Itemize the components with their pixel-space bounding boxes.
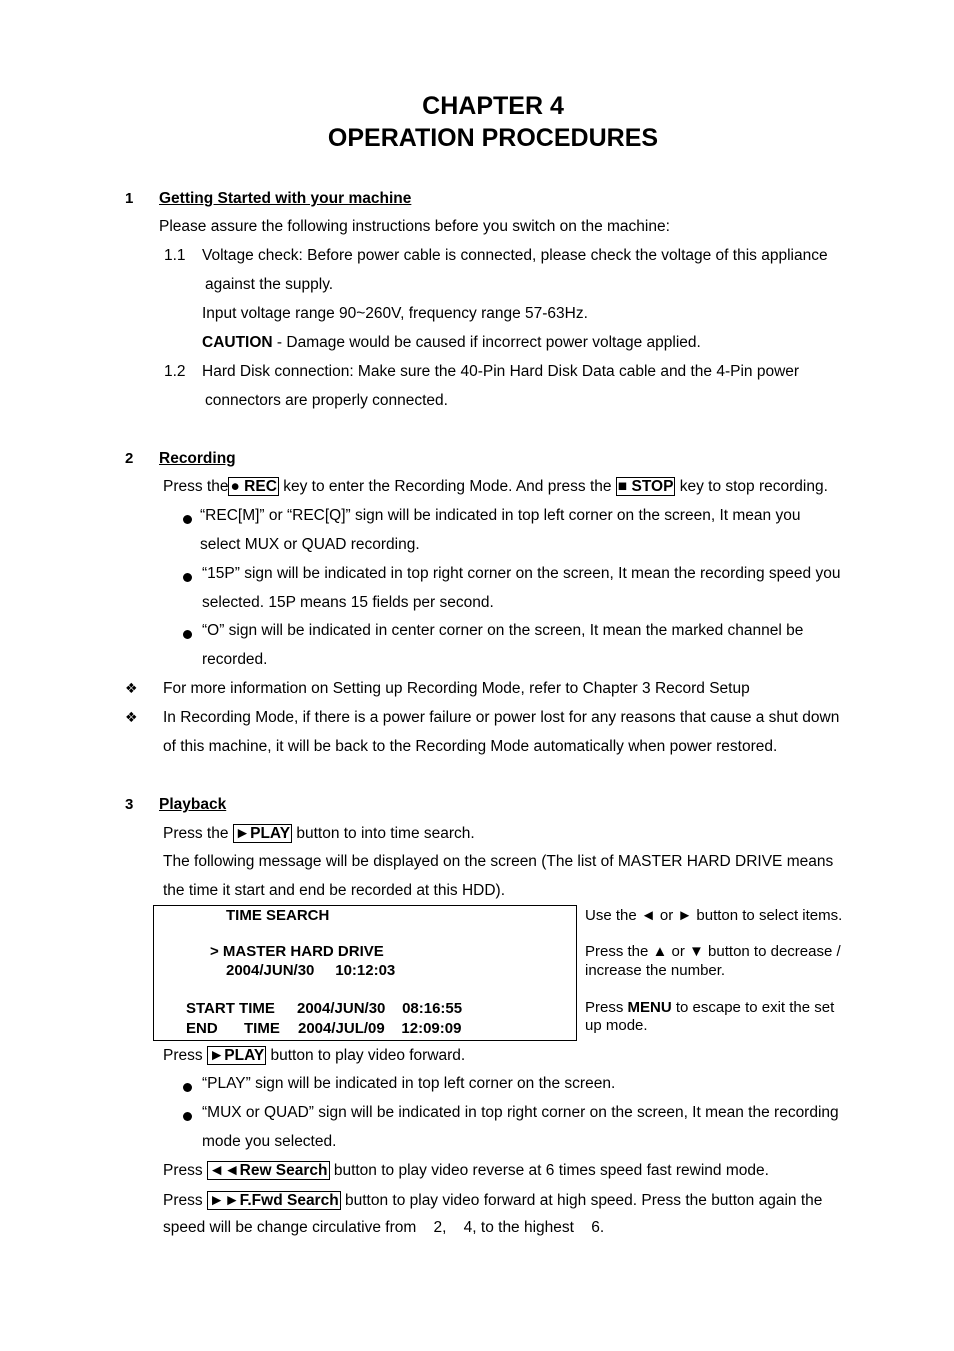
play-forward-instruction (163, 1046, 465, 1065)
text: button to play video reverse at 6 times speed fast rewind mode. (329, 1162, 769, 1179)
bullet-icon (183, 1079, 192, 1097)
ffwd-search-key (207, 1191, 341, 1210)
section-number: 1 (125, 190, 134, 207)
time-search-box (153, 905, 577, 1041)
play-triangle-icon: ► (234, 825, 251, 842)
ffwd-key-label: F.Fwd Search (239, 1192, 339, 1209)
caution-line (202, 334, 701, 352)
end-label: END (186, 1020, 218, 1037)
note-text: In Recording Mode, if there is a power failure or power lost for any reasons that cause a shut down (163, 709, 840, 726)
side-note: Use the ◄ or ► button to select items. (585, 907, 843, 924)
bullet-text: select MUX or QUAD recording. (200, 536, 420, 553)
text: Press (163, 1192, 207, 1209)
paragraph: the time it start and end be recorded at this HDD). (163, 882, 506, 899)
note-text: of this machine, it will be back to the Recording Mode automatically when power restored. (163, 738, 778, 755)
rew-search-key (207, 1161, 330, 1180)
bullet-text: “PLAY” sign will be indicated in top left corner on the screen. (202, 1075, 616, 1092)
text: to escape to exit the set (671, 999, 835, 1016)
stop-square-icon: ■ (617, 478, 628, 495)
rec-key (228, 477, 278, 496)
start-value: 2004/JUN/30 08:16:55 (297, 1000, 463, 1017)
paragraph: Hard Disk connection: Make sure the 40-Pin Hard Disk Data cable and the 4-Pin power (202, 363, 800, 380)
drive-name: > MASTER HARD DRIVE (210, 943, 384, 960)
section-heading: Playback (159, 796, 227, 813)
paragraph: against the supply. (205, 276, 334, 293)
text: Press the (163, 478, 229, 495)
rec-instruction (163, 477, 828, 496)
side-note (585, 999, 834, 1016)
section-heading: Getting Started with your machine (159, 190, 412, 207)
bullet-icon (183, 1108, 192, 1126)
bullet-text: selected. 15P means 15 fields per second. (202, 594, 494, 611)
menu-key-label: MENU (627, 999, 672, 1016)
paragraph: The following message will be displayed on the screen (The list of MASTER HARD DRIVE means (163, 853, 834, 870)
bullet-icon (183, 511, 192, 529)
text: Press (163, 1162, 207, 1179)
play-key-label: PLAY (250, 825, 291, 842)
text: key to stop recording. (675, 478, 828, 495)
start-label: START TIME (186, 1000, 275, 1017)
item-number: 1.1 (164, 247, 186, 264)
section-number: 2 (125, 450, 134, 467)
paragraph: Please assure the following instructions before you switch on the machine: (159, 218, 670, 235)
paragraph: Voltage check: Before power cable is connected, please check the voltage of this appliance (202, 247, 828, 264)
caution-text: - Damage would be caused if incorrect power voltage applied. (272, 334, 701, 351)
paragraph: speed will be change circulative from 2, 4, to the highest 6. (163, 1219, 605, 1236)
play-triangle-icon: ► (208, 1047, 225, 1064)
rewind-icon: ◄◄ (208, 1162, 240, 1179)
side-note: Press the ▲ or ▼ button to decrease / (585, 943, 841, 960)
box-title: TIME SEARCH (226, 907, 330, 924)
paragraph: connectors are properly connected. (205, 392, 448, 409)
caution-label: CAUTION (202, 334, 273, 351)
text: button to play video forward. (266, 1047, 466, 1064)
rew-key-label: Rew Search (239, 1162, 328, 1179)
rew-instruction (163, 1161, 769, 1180)
bullet-text: mode you selected. (202, 1133, 337, 1150)
rec-key-label: REC (244, 478, 277, 495)
play-instruction (163, 824, 475, 843)
diamond-bullet-icon: ❖ (125, 680, 138, 696)
text: button to into time search. (292, 825, 475, 842)
stop-key-label: STOP (631, 478, 674, 495)
play-key (233, 824, 292, 843)
fast-forward-icon: ►► (208, 1192, 240, 1209)
drive-time: 2004/JUN/30 10:12:03 (226, 962, 396, 979)
chapter-title: OPERATION PROCEDURES (327, 124, 659, 152)
play-key-label: PLAY (224, 1047, 265, 1064)
note-text: For more information on Setting up Recording Mode, refer to Chapter 3 Record Setup (163, 680, 750, 697)
section-heading: Recording (159, 450, 236, 467)
play-key (207, 1046, 266, 1065)
text: button to play video forward at high speed. Press the button again the (340, 1192, 823, 1209)
text: Press the (163, 825, 233, 842)
bullet-text: “15P” sign will be indicated in top right corner on the screen, It mean the recording speed you (202, 565, 841, 582)
bullet-text: “O” sign will be indicated in center corner on the screen, It mean the marked channel be (202, 622, 804, 639)
bullet-text: recorded. (202, 651, 268, 668)
section-number: 3 (125, 796, 134, 813)
ffwd-instruction (163, 1191, 822, 1210)
text: key to enter the Recording Mode. And press the (278, 478, 616, 495)
bullet-text: “REC[M]” or “REC[Q]” sign will be indicated in top left corner on the screen, It mean you (200, 507, 801, 524)
stop-key (616, 477, 676, 496)
chapter-number: CHAPTER 4 (422, 92, 564, 120)
bullet-icon (183, 626, 192, 644)
diamond-bullet-icon: ❖ (125, 709, 138, 725)
text: Press (585, 999, 628, 1016)
end-value: 2004/JUL/09 12:09:09 (298, 1020, 462, 1037)
side-note: increase the number. (585, 962, 726, 979)
end-label-time: TIME (244, 1020, 280, 1037)
item-number: 1.2 (164, 363, 186, 380)
bullet-icon (183, 569, 192, 587)
bullet-text: “MUX or QUAD” sign will be indicated in top right corner on the screen, It mean the recording (202, 1104, 839, 1121)
text: Press (163, 1047, 207, 1064)
record-dot-icon: ● (230, 478, 240, 495)
paragraph: Input voltage range 90~260V, frequency range 57-63Hz. (202, 305, 588, 322)
side-note: up mode. (585, 1017, 648, 1034)
